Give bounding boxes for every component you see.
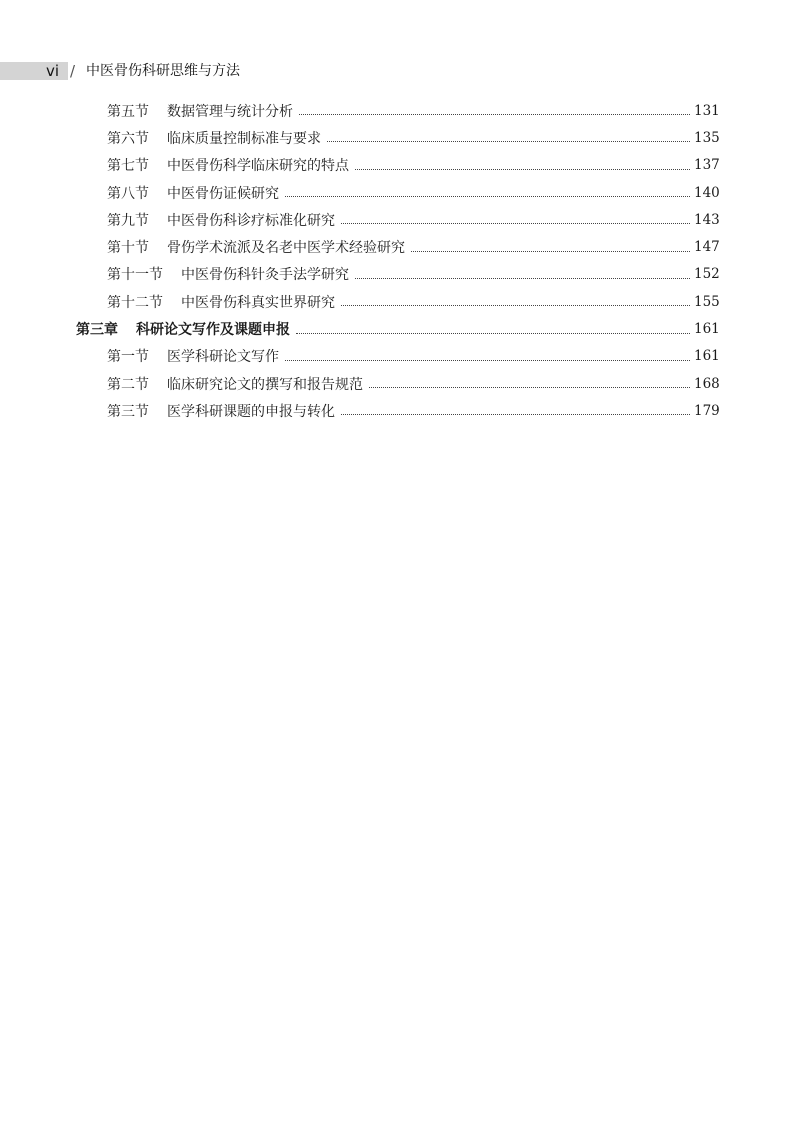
toc-entry-title: 科研论文写作及课题申报 (136, 322, 290, 339)
toc-entry-page: 152 (694, 266, 720, 283)
toc-entry-title: 中医骨伤证候研究 (167, 185, 279, 202)
toc-entry-title: 中医骨伤科诊疗标准化研究 (167, 212, 335, 229)
toc-chapter-entry[interactable] (0, 315, 722, 342)
toc-section-entry[interactable] (0, 97, 722, 124)
toc-entry-number: 第十一节 (107, 267, 163, 284)
toc-entry-title: 中医骨伤科学临床研究的特点 (167, 158, 349, 175)
toc-section-entry[interactable] (0, 397, 722, 424)
dot-leader (341, 414, 690, 415)
toc-entry-page: 179 (694, 402, 720, 419)
toc-entry-number: 第三节 (107, 403, 149, 420)
toc-entry-title: 骨伤学术流派及名老中医学术经验研究 (167, 240, 405, 257)
toc-entry-title: 中医骨伤科针灸手法学研究 (181, 267, 349, 284)
toc-section-entry[interactable] (0, 261, 722, 288)
toc-section-entry[interactable] (0, 206, 722, 233)
table-of-contents (0, 97, 800, 425)
toc-section-entry[interactable] (0, 124, 722, 151)
toc-entry-title: 医学科研课题的申报与转化 (167, 403, 335, 420)
toc-entry-page: 143 (694, 211, 720, 228)
dot-leader (355, 169, 690, 170)
toc-entry-page: 135 (694, 129, 720, 146)
dot-leader (369, 387, 690, 388)
toc-entry-number: 第一节 (107, 349, 149, 366)
toc-entry-number: 第八节 (107, 185, 149, 202)
toc-entry-page: 131 (694, 102, 720, 119)
toc-entry-title: 中医骨伤科真实世界研究 (181, 294, 335, 311)
dot-leader (285, 360, 690, 361)
toc-section-entry[interactable] (0, 343, 722, 370)
toc-entry-number: 第二节 (107, 376, 149, 393)
toc-entry-number: 第十节 (107, 240, 149, 257)
dot-leader (355, 278, 690, 279)
running-header (0, 60, 800, 82)
toc-entry-page: 161 (694, 348, 720, 365)
toc-entry-page: 168 (694, 375, 720, 392)
toc-section-entry[interactable] (0, 370, 722, 397)
page-number-label: vi (46, 62, 60, 80)
toc-entry-page: 147 (694, 239, 720, 256)
toc-entry-page: 155 (694, 293, 720, 310)
toc-entry-title: 临床研究论文的撰写和报告规范 (167, 376, 363, 393)
toc-entry-page: 137 (694, 157, 720, 174)
toc-entry-page: 140 (694, 184, 720, 201)
toc-section-entry[interactable] (0, 233, 722, 260)
dot-leader (327, 141, 690, 142)
toc-entry-number: 第五节 (107, 103, 149, 120)
toc-entry-title: 数据管理与统计分析 (167, 103, 293, 120)
dot-leader (411, 251, 690, 252)
dot-leader (299, 114, 690, 115)
toc-section-entry[interactable] (0, 288, 722, 315)
toc-entry-number: 第十二节 (107, 294, 163, 311)
toc-entry-number: 第七节 (107, 158, 149, 175)
toc-entry-title: 临床质量控制标准与要求 (167, 130, 321, 147)
book-title: 中医骨伤科研思维与方法 (86, 63, 240, 79)
toc-section-entry[interactable] (0, 179, 722, 206)
dot-leader (285, 196, 690, 197)
toc-entry-page: 161 (694, 321, 720, 338)
toc-section-entry[interactable] (0, 152, 722, 179)
toc-entry-number: 第六节 (107, 130, 149, 147)
toc-list (0, 97, 722, 425)
toc-entry-number: 第九节 (107, 212, 149, 229)
dot-leader (341, 223, 690, 224)
header-separator: / (70, 62, 76, 80)
dot-leader (341, 305, 690, 306)
toc-entry-title: 医学科研论文写作 (167, 349, 279, 366)
toc-entry-number: 第三章 (76, 322, 118, 339)
dot-leader (296, 333, 690, 334)
